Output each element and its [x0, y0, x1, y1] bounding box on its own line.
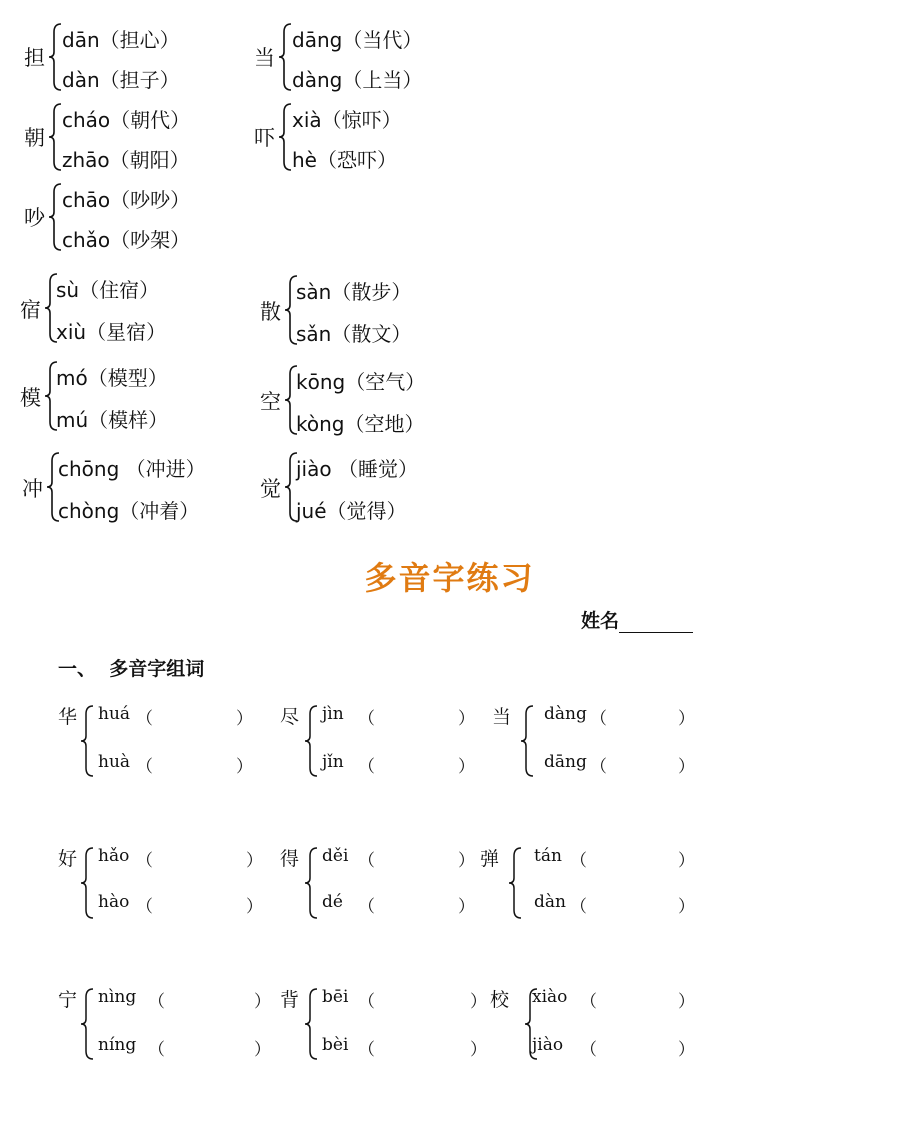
answer-paren-close[interactable]: ）: [254, 1040, 271, 1060]
ref-reading-1: jiào （睡觉）: [296, 457, 418, 481]
answer-paren-open[interactable]: （: [580, 1040, 597, 1060]
ref-char: 冲: [22, 477, 43, 501]
ref-reading-1: sù（住宿）: [56, 278, 160, 302]
brace-icon: [48, 102, 62, 172]
exercise-char: 得: [280, 848, 300, 870]
ref-char: 模: [20, 386, 41, 410]
ref-reading-1: dān（担心）: [62, 28, 180, 52]
answer-paren-open[interactable]: （: [358, 851, 375, 871]
answer-paren-close[interactable]: ）: [678, 1040, 695, 1060]
answer-paren-open[interactable]: （: [148, 1040, 165, 1060]
ref-char: 宿: [20, 298, 41, 322]
answer-paren-open[interactable]: （: [358, 897, 375, 917]
answer-paren-close[interactable]: ）: [470, 992, 487, 1012]
answer-paren-close[interactable]: ）: [678, 992, 695, 1012]
brace-icon: [304, 987, 318, 1061]
ref-reading-2: dàng（上当）: [292, 68, 423, 92]
exercise-char: 弹: [480, 848, 500, 870]
answer-paren-close[interactable]: ）: [678, 709, 695, 729]
exercise-char: 宁: [58, 989, 78, 1011]
ref-reading-1: chāo（吵吵）: [62, 188, 191, 212]
brace-icon: [80, 846, 94, 920]
section-heading: 一、 多音字组词: [58, 658, 205, 680]
ref-reading-1: chōng （冲进）: [58, 457, 206, 481]
ref-reading-2: hè（恐吓）: [292, 148, 397, 172]
answer-paren-open[interactable]: （: [358, 757, 375, 777]
exercise-reading-2: dàn: [534, 892, 566, 912]
exercise-reading-1: dàng: [544, 704, 587, 724]
exercise-char: 校: [490, 989, 510, 1011]
answer-paren-close[interactable]: ）: [254, 992, 271, 1012]
brace-icon: [48, 182, 62, 252]
answer-paren-close[interactable]: ）: [236, 709, 253, 729]
exercise-reading-1: nìng: [98, 987, 137, 1007]
ref-reading-1: cháo（朝代）: [62, 108, 191, 132]
answer-paren-close[interactable]: ）: [678, 757, 695, 777]
exercise-reading-2: hào: [98, 892, 130, 912]
exercise-reading-2: bèi: [322, 1035, 349, 1055]
ref-reading-2: kòng（空地）: [296, 412, 425, 436]
answer-paren-close[interactable]: ）: [458, 897, 475, 917]
answer-paren-close[interactable]: ）: [236, 757, 253, 777]
answer-paren-open[interactable]: （: [136, 757, 153, 777]
ref-char: 吵: [24, 206, 45, 230]
brace-icon: [80, 704, 94, 778]
brace-icon: [304, 704, 318, 778]
answer-paren-open[interactable]: （: [358, 1040, 375, 1060]
ref-char: 当: [254, 46, 275, 70]
exercise-reading-2: jiào: [532, 1035, 564, 1055]
brace-icon: [508, 846, 522, 920]
ref-char: 散: [260, 300, 281, 324]
ref-char: 空: [260, 390, 281, 414]
ref-reading-2: zhāo（朝阳）: [62, 148, 190, 172]
ref-reading-1: mó（模型）: [56, 366, 168, 390]
page-title: 多音字练习: [364, 559, 535, 597]
exercise-reading-1: huá: [98, 704, 131, 724]
answer-paren-open[interactable]: （: [590, 709, 607, 729]
answer-paren-open[interactable]: （: [570, 897, 587, 917]
brace-icon: [304, 846, 318, 920]
ref-reading-2: dàn（担子）: [62, 68, 180, 92]
exercise-char: 华: [58, 706, 78, 728]
exercise-reading-1: jìn: [322, 704, 344, 724]
ref-char: 朝: [24, 126, 45, 150]
answer-paren-open[interactable]: （: [136, 851, 153, 871]
ref-reading-1: xià（惊吓）: [292, 108, 402, 132]
exercise-reading-2: huà: [98, 752, 131, 772]
exercise-reading-2: jǐn: [322, 752, 344, 772]
ref-reading-2: jué（觉得）: [296, 499, 407, 523]
exercise-reading-2: dé: [322, 892, 343, 912]
answer-paren-close[interactable]: ）: [678, 851, 695, 871]
answer-paren-close[interactable]: ）: [458, 757, 475, 777]
answer-paren-open[interactable]: （: [136, 709, 153, 729]
exercise-reading-1: bēi: [322, 987, 349, 1007]
exercise-reading-2: níng: [98, 1035, 137, 1055]
answer-paren-close[interactable]: ）: [458, 709, 475, 729]
name-label: 姓名: [581, 610, 620, 632]
answer-paren-close[interactable]: ）: [458, 851, 475, 871]
answer-paren-open[interactable]: （: [358, 992, 375, 1012]
answer-paren-close[interactable]: ）: [246, 897, 263, 917]
answer-paren-open[interactable]: （: [570, 851, 587, 871]
exercise-char: 背: [280, 989, 300, 1011]
ref-char: 觉: [260, 477, 281, 501]
ref-char: 担: [24, 46, 45, 70]
answer-paren-open[interactable]: （: [148, 992, 165, 1012]
ref-reading-2: mú（模样）: [56, 408, 169, 432]
brace-icon: [278, 102, 292, 172]
answer-paren-close[interactable]: ）: [678, 897, 695, 917]
exercise-char: 当: [492, 706, 512, 728]
exercise-reading-1: tán: [534, 846, 562, 866]
exercise-reading-1: hǎo: [98, 846, 130, 866]
name-field[interactable]: [581, 606, 693, 633]
answer-paren-close[interactable]: ）: [470, 1040, 487, 1060]
ref-reading-2: xiù（星宿）: [56, 320, 167, 344]
ref-reading-1: kōng（空气）: [296, 370, 426, 394]
exercise-reading-1: děi: [322, 846, 349, 866]
exercise-reading-2: dāng: [544, 752, 587, 772]
brace-icon: [48, 22, 62, 92]
ref-char: 吓: [254, 126, 275, 150]
exercise-reading-1: xiào: [532, 987, 568, 1007]
brace-icon: [520, 704, 534, 778]
exercise-char: 好: [58, 848, 78, 870]
exercise-char: 尽: [280, 706, 300, 728]
ref-reading-2: chòng（冲着）: [58, 499, 200, 523]
brace-icon: [80, 987, 94, 1061]
answer-paren-open[interactable]: （: [590, 757, 607, 777]
ref-reading-1: sàn（散步）: [296, 280, 412, 304]
ref-reading-2: chǎo（吵架）: [62, 228, 191, 252]
ref-reading-2: sǎn（散文）: [296, 322, 412, 346]
brace-icon: [278, 22, 292, 92]
answer-paren-open[interactable]: （: [136, 897, 153, 917]
answer-paren-open[interactable]: （: [580, 992, 597, 1012]
answer-paren-close[interactable]: ）: [246, 851, 263, 871]
answer-paren-open[interactable]: （: [358, 709, 375, 729]
ref-reading-1: dāng（当代）: [292, 28, 423, 52]
name-blank-line[interactable]: [619, 614, 693, 633]
